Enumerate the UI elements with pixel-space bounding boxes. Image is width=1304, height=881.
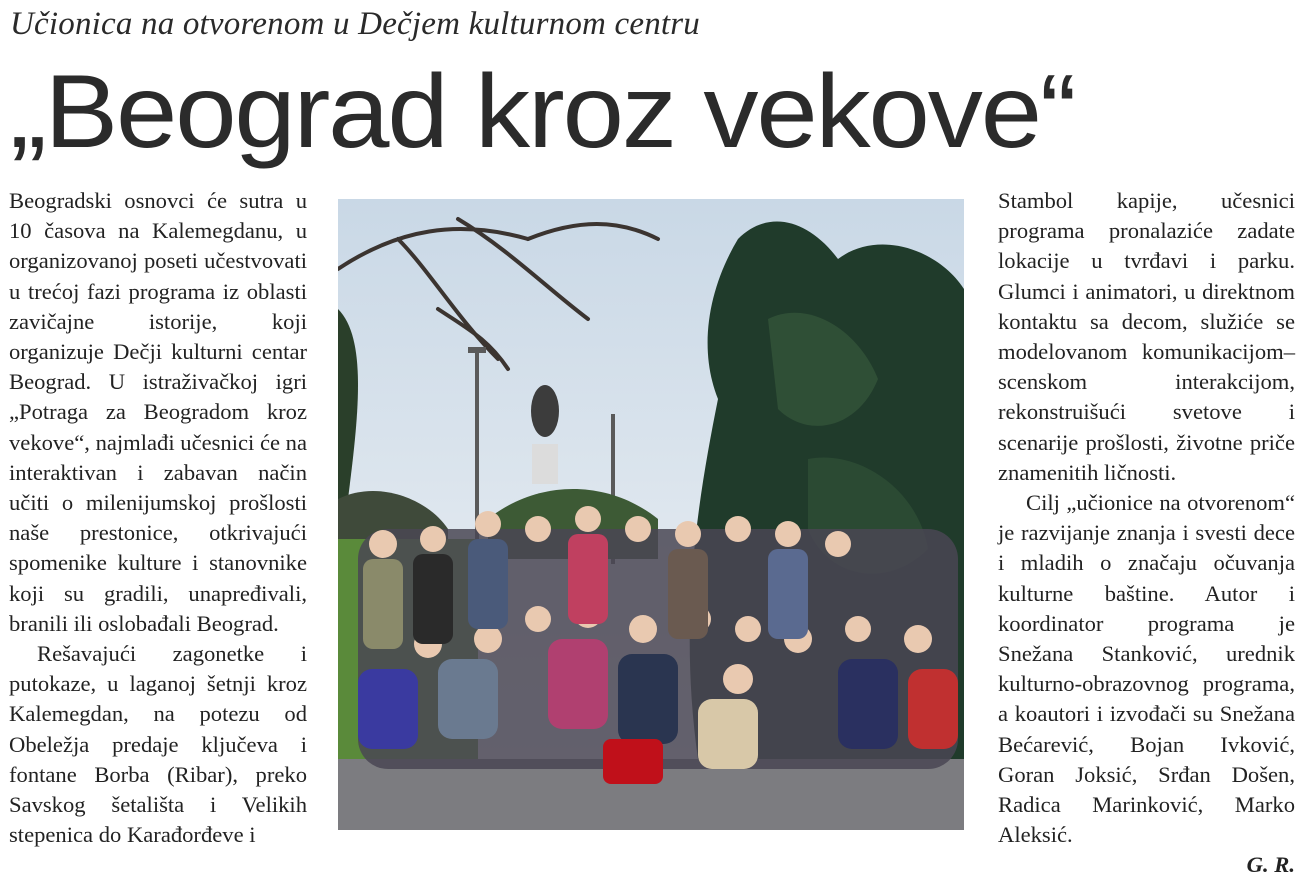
article-paragraph: Stambol kapije, učesnici programa pronalaziće zadate lokacije u tvrđavi i parku. Glumci i animatori, u direktnom kontaktu sa decom, služiće se modelovanom komunikacijom– scenskom interakcijom, rekonstruišući svetove i scenarije prošlosti, životne priče znamenitih ličnosti. — [998, 188, 1295, 485]
article-column-right — [998, 186, 1295, 881]
group-photo-icon — [338, 199, 964, 830]
article-photo — [338, 199, 964, 830]
author-signature: G. R. — [1246, 852, 1295, 878]
article-paragraph: Rešavajući zagonetke i putokaze, u laganoj šetnji kroz Kalemegdan, na potezu od Obeležja predaje ključeva i fontane Borba (Ribar), preko Savskog šetališta i Velikih stepenica do Karađorđeve i — [9, 641, 307, 848]
article-column-left — [9, 186, 307, 850]
article-paragraph: Cilj „učionice na otvorenom“ je razvijanje znanja i svesti dece i mladih o značaju očuvanja kulturne baštine. Autor i koordinator programa je Snežana Stanković, urednik kulturno-obrazovnog programa, a koautori i izvođači su Snežana Bećarević, Bojan Ivković, Goran Joksić, Srđan Došen, Radica Marinković, Marko Aleksić. — [998, 490, 1295, 848]
article-headline: „Beograd kroz vekove“ — [10, 54, 1075, 170]
article-kicker: Učionica na otvorenom u Dečjem kulturnom centru — [10, 6, 701, 42]
article-paragraph: Beogradski osnovci će sutra u 10 časova na Kalemegdanu, u organizovanoj poseti učestvovati u trećoj fazi programa iz oblasti zavičajne istorije, koji organizuje Dečji kulturni centar Beograd. U istraživačkoj igri „Potraga za Beogradom kroz vekove“, najmlađi učesnici će na interaktivan i zabavan način učiti o milenijumskoj prošlosti naše prestonice, otkrivajući spomenike kulture i stanovnike koji su gradili, unapređivali, branili ili oslobađali Beograd. — [9, 188, 307, 636]
